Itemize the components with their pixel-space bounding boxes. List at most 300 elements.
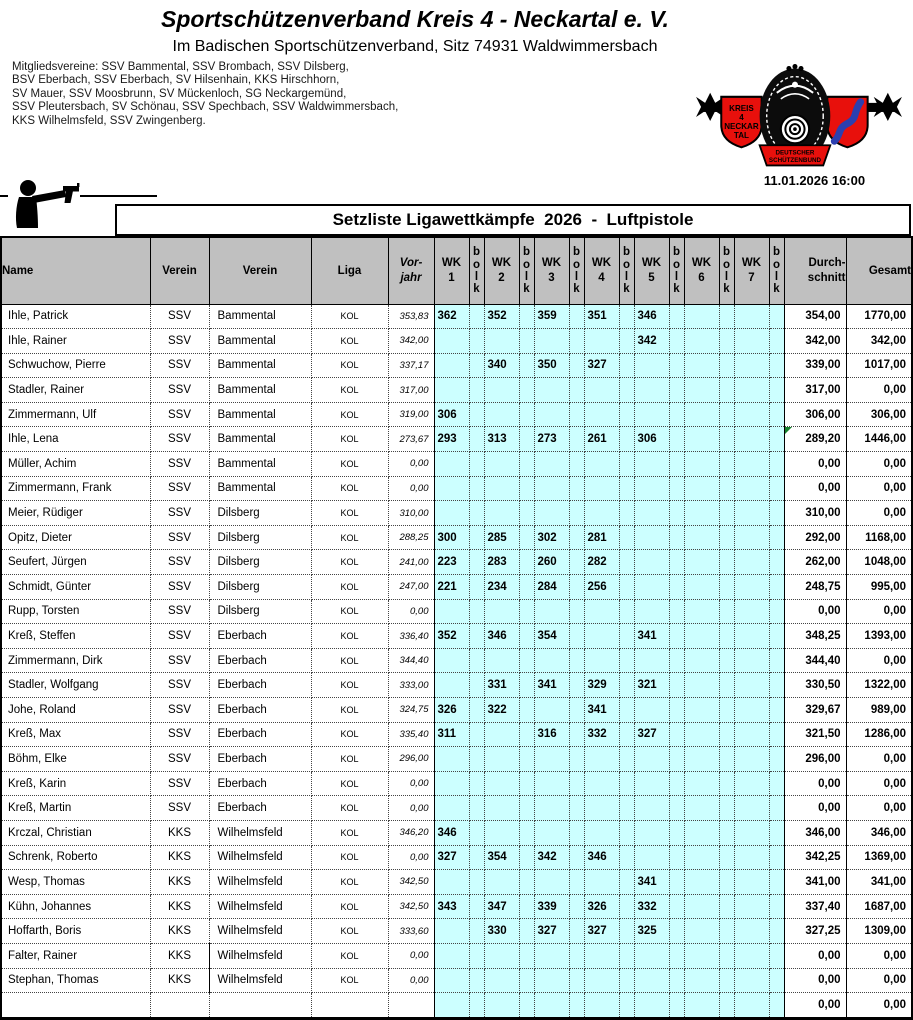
cell-bolk-3 (569, 402, 584, 427)
cell-bolk-7 (769, 648, 784, 673)
cell-bolk-2 (519, 624, 534, 649)
cell-verein-name: Wilhelmsfeld (209, 968, 311, 993)
cell-bolk-5 (669, 353, 684, 378)
cell-bolk-6 (719, 894, 734, 919)
cell-bolk-6 (719, 402, 734, 427)
cell-verein-name: Wilhelmsfeld (209, 943, 311, 968)
cell-bolk-5 (669, 648, 684, 673)
cell-name: Kreß, Max (1, 722, 150, 747)
cell-wk4 (584, 870, 619, 895)
cell-bolk-3 (569, 698, 584, 723)
cell-wk4: 281 (584, 525, 619, 550)
cell-gesamt: 0,00 (846, 747, 912, 772)
cell-wk5 (634, 550, 669, 575)
cell-bolk-6 (719, 378, 734, 403)
cell-name: Stephan, Thomas (1, 968, 150, 993)
cell-wk6 (684, 501, 719, 526)
cell-vorjahr: 353,83 (388, 304, 434, 329)
cell-name: Schrenk, Roberto (1, 845, 150, 870)
cell-bolk-3 (569, 870, 584, 895)
cell-bolk-5 (669, 550, 684, 575)
cell-wk1 (434, 378, 469, 403)
cell-wk4 (584, 378, 619, 403)
cell-bolk-1 (469, 378, 484, 403)
cell-wk4: 261 (584, 427, 619, 452)
col-header-bolk-3: b o l k (569, 237, 584, 304)
cell-bolk-3 (569, 796, 584, 821)
cell-bolk-5 (669, 673, 684, 698)
cell-verein-name: Bammental (209, 329, 311, 354)
cell-bolk-2 (519, 698, 534, 723)
cell-durchschnitt: 348,25 (784, 624, 846, 649)
cell-wk6 (684, 820, 719, 845)
cell-verein: SSV (150, 575, 209, 600)
cell-wk1 (434, 919, 469, 944)
cell-wk1 (434, 353, 469, 378)
cell-verein-name: Dilsberg (209, 575, 311, 600)
cell-verein: KKS (150, 894, 209, 919)
cell-verein: KKS (150, 845, 209, 870)
svg-text:SCHÜTZENBUND: SCHÜTZENBUND (768, 156, 822, 164)
cell-wk1 (434, 329, 469, 354)
cell-wk7 (734, 648, 769, 673)
cell-wk7 (734, 353, 769, 378)
cell-wk1: 326 (434, 698, 469, 723)
cell-wk2 (484, 968, 519, 993)
cell-bolk-3 (569, 427, 584, 452)
results-table (0, 236, 913, 1020)
cell-wk4: 329 (584, 673, 619, 698)
cell-bolk-1 (469, 993, 484, 1019)
cell-liga: KOL (311, 820, 388, 845)
cell-wk2: 283 (484, 550, 519, 575)
cell-wk6 (684, 329, 719, 354)
table-row (1, 575, 912, 600)
cell-verein: KKS (150, 820, 209, 845)
cell-wk5 (634, 943, 669, 968)
cell-wk4 (584, 452, 619, 477)
cell-durchschnitt: 344,40 (784, 648, 846, 673)
cell-name: Meier, Rüdiger (1, 501, 150, 526)
svg-text:DEUTSCHER: DEUTSCHER (775, 149, 815, 157)
cell-wk7 (734, 525, 769, 550)
cell-bolk-2 (519, 943, 534, 968)
cell-wk2: 313 (484, 427, 519, 452)
cell-wk3 (534, 599, 569, 624)
cell-bolk-2 (519, 870, 534, 895)
table-row (1, 845, 912, 870)
cell-wk4 (584, 968, 619, 993)
cell-wk6 (684, 427, 719, 452)
cell-bolk-1 (469, 747, 484, 772)
cell-bolk-6 (719, 452, 734, 477)
cell-bolk-6 (719, 525, 734, 550)
cell-durchschnitt: 346,00 (784, 820, 846, 845)
cell-wk7 (734, 943, 769, 968)
cell-wk2 (484, 599, 519, 624)
cell-wk4 (584, 329, 619, 354)
svg-text:NECKAR: NECKAR (724, 122, 759, 132)
cell-bolk-2 (519, 476, 534, 501)
cell-wk2 (484, 402, 519, 427)
table-row (1, 722, 912, 747)
cell-wk5 (634, 378, 669, 403)
cell-verein: KKS (150, 943, 209, 968)
cell-bolk-4 (619, 968, 634, 993)
cell-bolk-4 (619, 624, 634, 649)
cell-wk7 (734, 476, 769, 501)
cell-wk1 (434, 648, 469, 673)
cell-bolk-7 (769, 304, 784, 329)
cell-bolk-2 (519, 378, 534, 403)
cell-wk5: 341 (634, 870, 669, 895)
cell-liga: KOL (311, 845, 388, 870)
cell-name: Schwuchow, Pierre (1, 353, 150, 378)
cell-wk4: 346 (584, 845, 619, 870)
cell-vorjahr: 0,00 (388, 771, 434, 796)
cell-bolk-7 (769, 968, 784, 993)
cell-wk7 (734, 870, 769, 895)
cell-name: Opitz, Dieter (1, 525, 150, 550)
cell-gesamt: 1446,00 (846, 427, 912, 452)
table-row (1, 501, 912, 526)
cell-wk1 (434, 968, 469, 993)
cell-bolk-4 (619, 378, 634, 403)
cell-liga: KOL (311, 353, 388, 378)
cell-bolk-3 (569, 304, 584, 329)
cell-name: Zimmermann, Ulf (1, 402, 150, 427)
cell-wk7 (734, 993, 769, 1019)
cell-bolk-2 (519, 648, 534, 673)
cell-bolk-4 (619, 329, 634, 354)
cell-wk5 (634, 452, 669, 477)
cell-bolk-2 (519, 525, 534, 550)
cell-verein-name: Wilhelmsfeld (209, 820, 311, 845)
cell-bolk-5 (669, 304, 684, 329)
col-header-verein: Verein (150, 237, 209, 304)
cell-verein: SSV (150, 402, 209, 427)
cell-bolk-4 (619, 771, 634, 796)
cell-liga: KOL (311, 402, 388, 427)
cell-vorjahr: 324,75 (388, 698, 434, 723)
cell-wk3 (534, 648, 569, 673)
cell-verein: SSV (150, 452, 209, 477)
cell-bolk-3 (569, 820, 584, 845)
cell-bolk-7 (769, 771, 784, 796)
cell-wk3 (534, 452, 569, 477)
cell-wk6 (684, 673, 719, 698)
cell-liga: KOL (311, 550, 388, 575)
cell-verein: SSV (150, 501, 209, 526)
cell-liga: KOL (311, 575, 388, 600)
cell-bolk-7 (769, 402, 784, 427)
cell-wk5: 327 (634, 722, 669, 747)
cell-gesamt: 0,00 (846, 796, 912, 821)
cell-wk6 (684, 968, 719, 993)
cell-wk4 (584, 820, 619, 845)
cell-verein (150, 993, 209, 1019)
cell-bolk-1 (469, 722, 484, 747)
cell-bolk-2 (519, 452, 534, 477)
cell-gesamt: 1017,00 (846, 353, 912, 378)
cell-bolk-1 (469, 894, 484, 919)
cell-wk3 (534, 747, 569, 772)
cell-bolk-7 (769, 599, 784, 624)
cell-bolk-6 (719, 698, 734, 723)
cell-bolk-6 (719, 427, 734, 452)
table-row (1, 353, 912, 378)
cell-wk3: 341 (534, 673, 569, 698)
date-stamp: 11.01.2026 16:00 (763, 173, 866, 188)
cell-name: Krczal, Christian (1, 820, 150, 845)
cell-wk2: 352 (484, 304, 519, 329)
cell-wk6 (684, 747, 719, 772)
cell-bolk-4 (619, 427, 634, 452)
cell-wk2 (484, 771, 519, 796)
cell-bolk-2 (519, 747, 534, 772)
cell-bolk-6 (719, 771, 734, 796)
cell-bolk-2 (519, 771, 534, 796)
cell-bolk-3 (569, 845, 584, 870)
cell-vorjahr: 0,00 (388, 968, 434, 993)
cell-bolk-3 (569, 722, 584, 747)
cell-liga: KOL (311, 673, 388, 698)
cell-verein-name: Dilsberg (209, 550, 311, 575)
cell-bolk-4 (619, 353, 634, 378)
cell-liga: KOL (311, 747, 388, 772)
header-row (1, 237, 912, 304)
cell-wk3 (534, 378, 569, 403)
cell-wk4 (584, 943, 619, 968)
cell-bolk-7 (769, 575, 784, 600)
cell-liga: KOL (311, 304, 388, 329)
cell-bolk-2 (519, 402, 534, 427)
cell-verein-name: Bammental (209, 452, 311, 477)
cell-wk3 (534, 501, 569, 526)
cell-wk5 (634, 771, 669, 796)
cell-durchschnitt: 317,00 (784, 378, 846, 403)
cell-bolk-7 (769, 993, 784, 1019)
cell-wk5: 342 (634, 329, 669, 354)
cell-bolk-2 (519, 427, 534, 452)
cell-durchschnitt: 292,00 (784, 525, 846, 550)
cell-verein: SSV (150, 624, 209, 649)
cell-bolk-1 (469, 648, 484, 673)
cell-bolk-2 (519, 919, 534, 944)
list-title: Setzliste Ligawettkämpfe 2026 - Luftpistole (115, 204, 911, 236)
cell-bolk-4 (619, 698, 634, 723)
cell-bolk-3 (569, 943, 584, 968)
cell-wk1: 327 (434, 845, 469, 870)
cell-wk3: 273 (534, 427, 569, 452)
cell-wk4: 326 (584, 894, 619, 919)
cell-name: Ihle, Rainer (1, 329, 150, 354)
cell-bolk-6 (719, 968, 734, 993)
cell-name (1, 993, 150, 1019)
cell-wk6 (684, 353, 719, 378)
cell-wk3: 302 (534, 525, 569, 550)
members-line: Mitgliedsvereine: SSV Bammental, SSV Brombach, SSV Dilsberg, (12, 61, 349, 73)
pistol-shooter-icon (8, 176, 80, 230)
cell-bolk-7 (769, 919, 784, 944)
cell-wk4 (584, 796, 619, 821)
cell-bolk-2 (519, 575, 534, 600)
cell-wk5 (634, 402, 669, 427)
cell-bolk-2 (519, 993, 534, 1019)
cell-bolk-4 (619, 304, 634, 329)
col-header-gesamt: Gesamt (846, 237, 912, 304)
table-row (1, 329, 912, 354)
cell-name: Hoffarth, Boris (1, 919, 150, 944)
col-header-wk1: WK 1 (434, 237, 469, 304)
cell-bolk-4 (619, 402, 634, 427)
col-header-bolk-7: b o l k (769, 237, 784, 304)
cell-verein: SSV (150, 796, 209, 821)
cell-wk6 (684, 599, 719, 624)
cell-name: Müller, Achim (1, 452, 150, 477)
cell-bolk-2 (519, 796, 534, 821)
cell-durchschnitt: 0,00 (784, 476, 846, 501)
cell-bolk-5 (669, 599, 684, 624)
cell-wk2 (484, 796, 519, 821)
cell-gesamt: 0,00 (846, 943, 912, 968)
cell-wk2 (484, 476, 519, 501)
cell-bolk-3 (569, 378, 584, 403)
cell-wk3 (534, 796, 569, 821)
cell-bolk-2 (519, 550, 534, 575)
cell-wk1: 311 (434, 722, 469, 747)
cell-bolk-3 (569, 329, 584, 354)
cell-durchschnitt: 354,00 (784, 304, 846, 329)
cell-wk6 (684, 575, 719, 600)
cell-bolk-6 (719, 550, 734, 575)
cell-wk7 (734, 722, 769, 747)
cell-durchschnitt: 342,25 (784, 845, 846, 870)
cell-verein-name: Eberbach (209, 648, 311, 673)
col-header-wk6: WK 6 (684, 237, 719, 304)
members-line: BSV Eberbach, SSV Eberbach, SV Hilsenhain, KKS Hirschhorn, (12, 74, 340, 87)
cell-wk1 (434, 771, 469, 796)
cell-liga: KOL (311, 698, 388, 723)
cell-bolk-3 (569, 894, 584, 919)
cell-bolk-6 (719, 476, 734, 501)
cell-wk5 (634, 747, 669, 772)
cell-wk1: 362 (434, 304, 469, 329)
cell-wk5: 332 (634, 894, 669, 919)
table-row (1, 673, 912, 698)
cell-wk2: 354 (484, 845, 519, 870)
cell-bolk-5 (669, 820, 684, 845)
cell-gesamt: 0,00 (846, 648, 912, 673)
cell-bolk-4 (619, 525, 634, 550)
cell-bolk-1 (469, 943, 484, 968)
cell-verein-name: Bammental (209, 304, 311, 329)
col-header-bolk-5: b o l k (669, 237, 684, 304)
cell-vorjahr: 333,00 (388, 673, 434, 698)
cell-bolk-6 (719, 624, 734, 649)
cell-verein-name: Eberbach (209, 771, 311, 796)
cell-bolk-1 (469, 796, 484, 821)
cell-wk7 (734, 820, 769, 845)
cell-wk5: 321 (634, 673, 669, 698)
cell-name: Wesp, Thomas (1, 870, 150, 895)
cell-durchschnitt: 0,00 (784, 943, 846, 968)
cell-verein: SSV (150, 673, 209, 698)
cell-bolk-1 (469, 698, 484, 723)
cell-bolk-4 (619, 575, 634, 600)
cell-bolk-5 (669, 378, 684, 403)
cell-bolk-1 (469, 304, 484, 329)
cell-wk4: 351 (584, 304, 619, 329)
cell-bolk-3 (569, 550, 584, 575)
cell-wk1: 346 (434, 820, 469, 845)
cell-gesamt: 1393,00 (846, 624, 912, 649)
cell-liga: KOL (311, 452, 388, 477)
cell-wk1 (434, 747, 469, 772)
cell-vorjahr: 337,17 (388, 353, 434, 378)
cell-bolk-5 (669, 722, 684, 747)
cell-verein-name: Wilhelmsfeld (209, 845, 311, 870)
cell-verein-name: Eberbach (209, 624, 311, 649)
cell-verein: KKS (150, 968, 209, 993)
cell-bolk-6 (719, 796, 734, 821)
cell-bolk-5 (669, 747, 684, 772)
cell-wk4: 256 (584, 575, 619, 600)
col-header-wk5: WK 5 (634, 237, 669, 304)
cell-bolk-7 (769, 329, 784, 354)
cell-bolk-4 (619, 993, 634, 1019)
cell-gesamt: 0,00 (846, 452, 912, 477)
cell-bolk-3 (569, 525, 584, 550)
cell-verein: SSV (150, 771, 209, 796)
cell-gesamt: 0,00 (846, 968, 912, 993)
cell-gesamt: 989,00 (846, 698, 912, 723)
cell-wk3 (534, 943, 569, 968)
cell-durchschnitt: 0,00 (784, 993, 846, 1019)
cell-bolk-7 (769, 870, 784, 895)
cell-wk4: 327 (584, 919, 619, 944)
cell-wk4: 327 (584, 353, 619, 378)
cell-bolk-4 (619, 550, 634, 575)
cell-wk3 (534, 820, 569, 845)
cell-bolk-5 (669, 525, 684, 550)
cell-bolk-3 (569, 599, 584, 624)
cell-verein: SSV (150, 599, 209, 624)
cell-wk1: 306 (434, 402, 469, 427)
cell-verein: SSV (150, 378, 209, 403)
col-header-liga: Liga (311, 237, 388, 304)
cell-wk7 (734, 747, 769, 772)
cell-wk6 (684, 304, 719, 329)
cell-liga: KOL (311, 870, 388, 895)
cell-name: Stadler, Rainer (1, 378, 150, 403)
cell-name: Schmidt, Günter (1, 575, 150, 600)
cell-name: Seufert, Jürgen (1, 550, 150, 575)
cell-gesamt: 1048,00 (846, 550, 912, 575)
cell-wk6 (684, 624, 719, 649)
cell-bolk-7 (769, 525, 784, 550)
cell-bolk-7 (769, 894, 784, 919)
cell-verein: SSV (150, 476, 209, 501)
cell-bolk-1 (469, 599, 484, 624)
cell-wk2 (484, 722, 519, 747)
table-row (1, 993, 912, 1019)
cell-bolk-2 (519, 894, 534, 919)
cell-wk6 (684, 452, 719, 477)
cell-wk2: 285 (484, 525, 519, 550)
cell-verein: SSV (150, 550, 209, 575)
cell-wk3: 350 (534, 353, 569, 378)
